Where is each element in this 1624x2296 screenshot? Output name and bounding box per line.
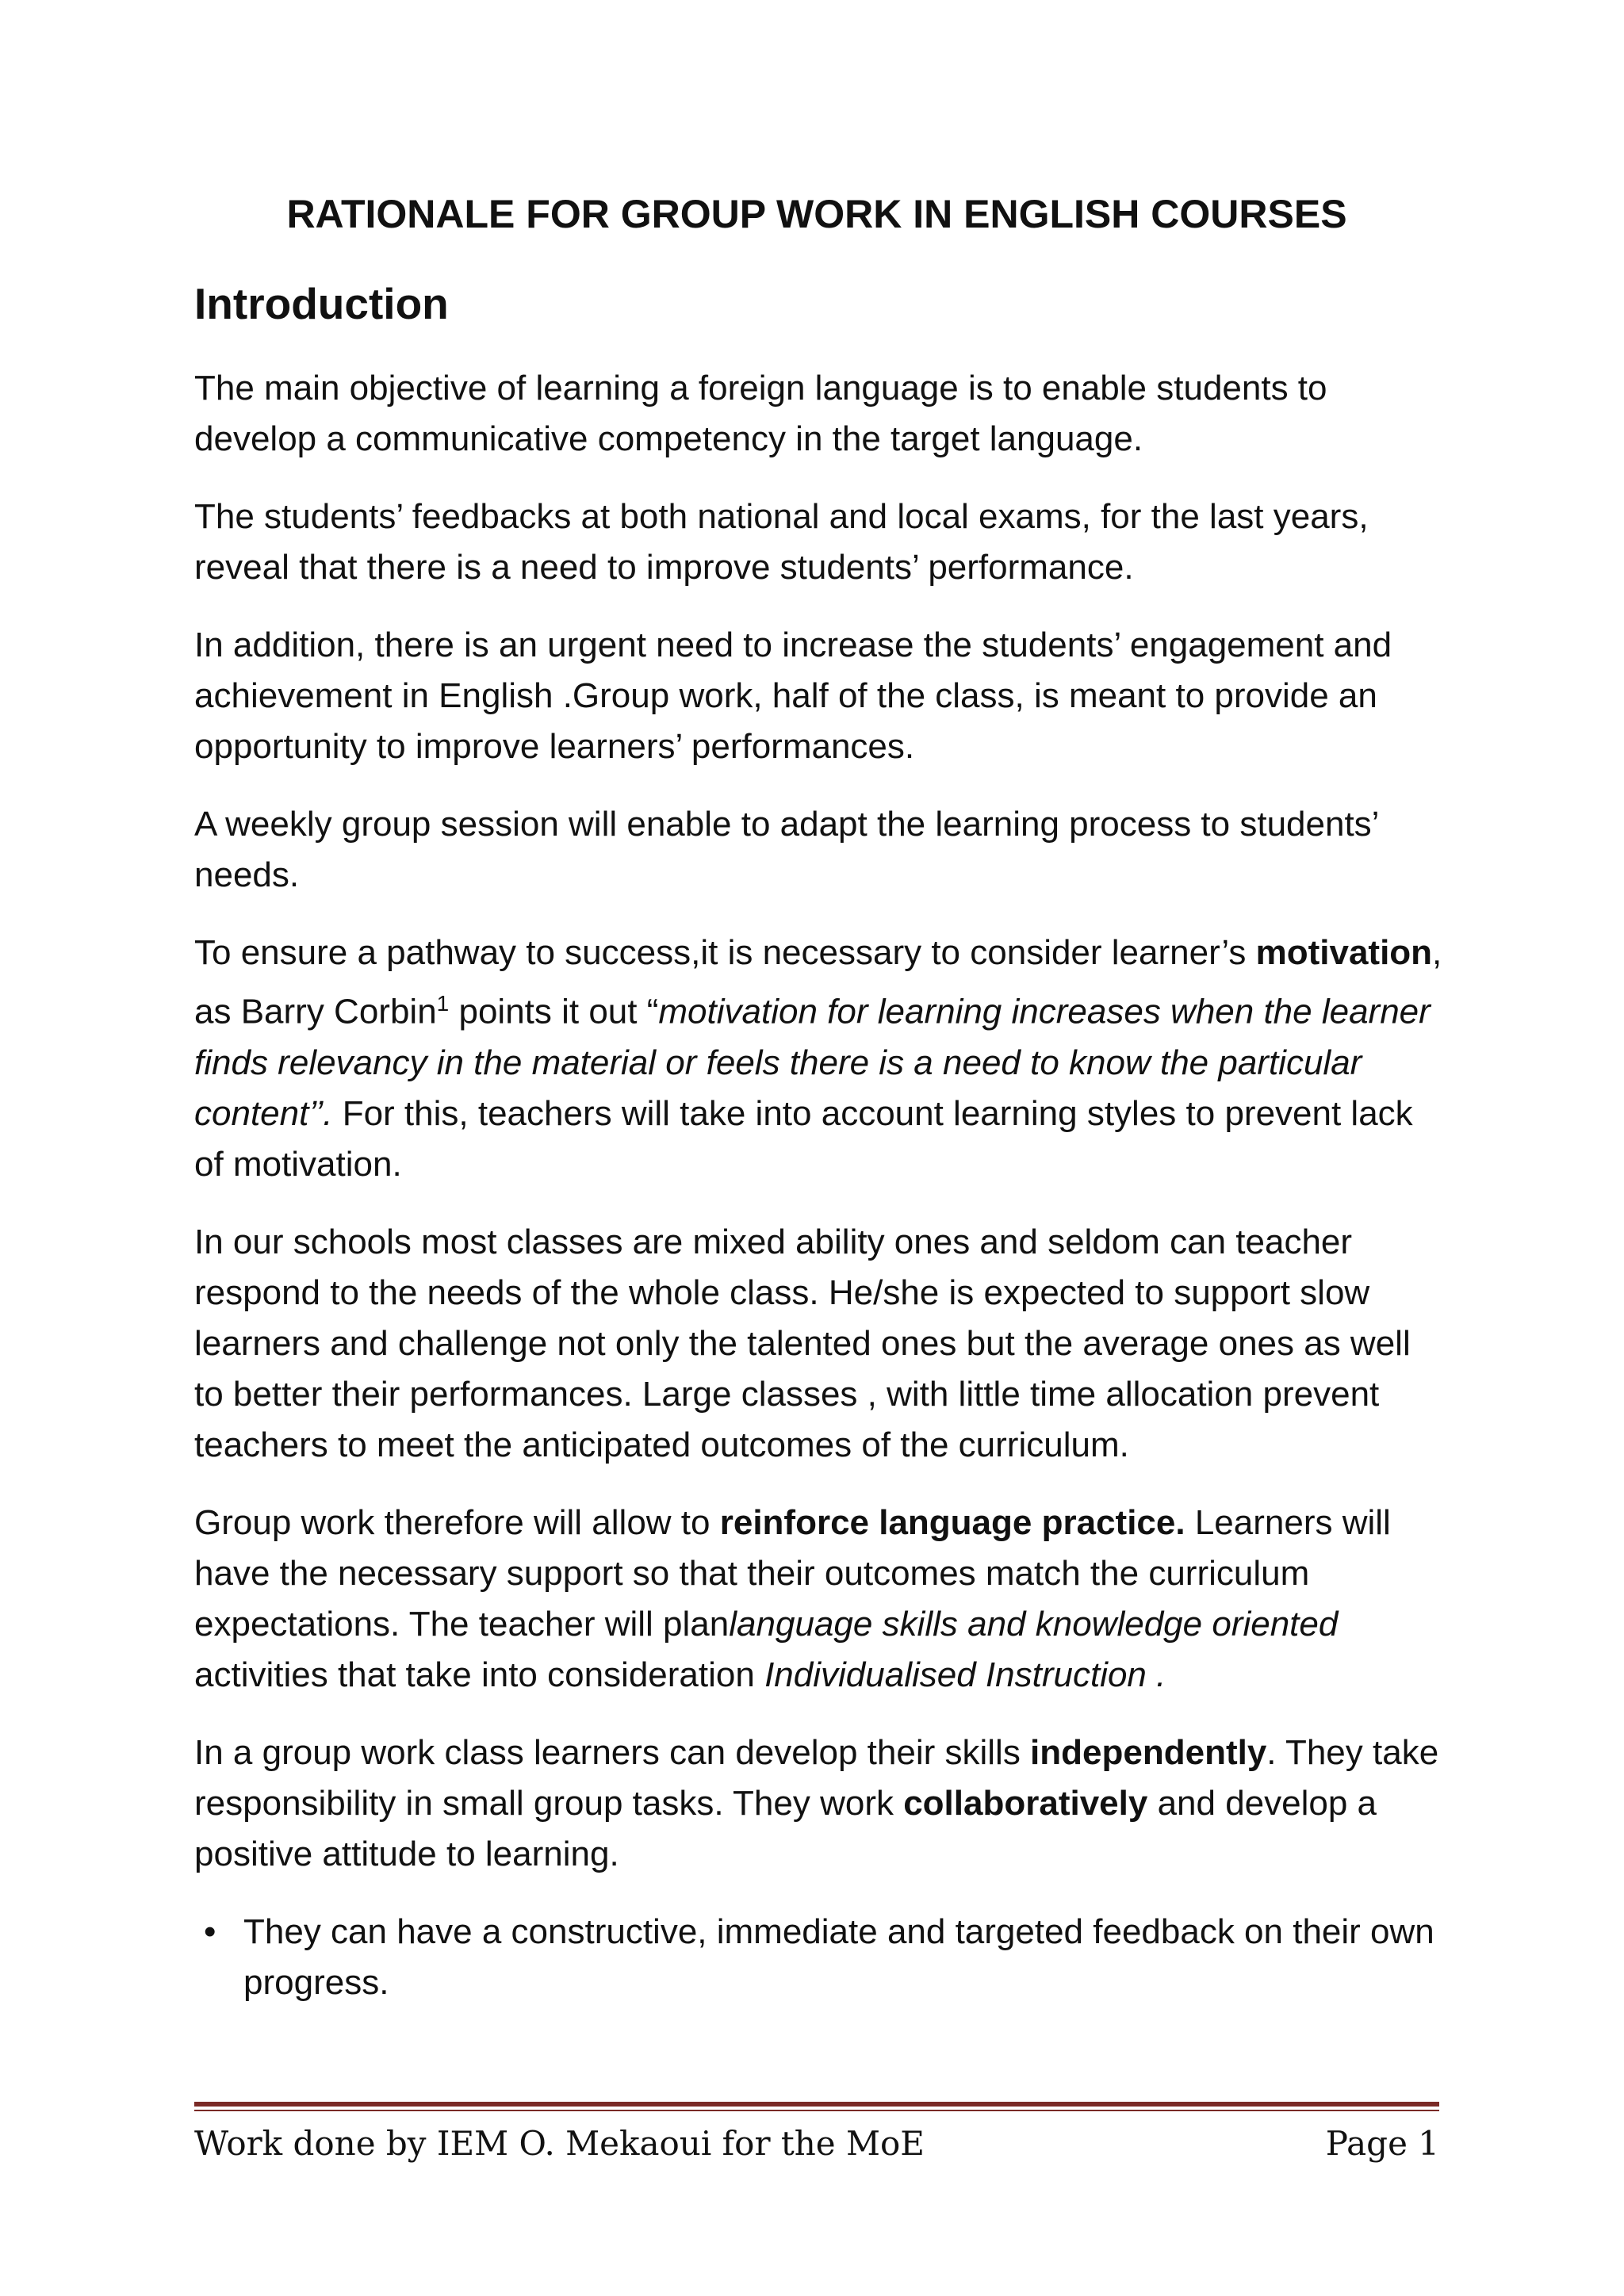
bold-reinforce-practice: reinforce language practice. xyxy=(719,1502,1185,1542)
footer-divider-thick xyxy=(194,2102,1439,2107)
text-run: In a group work class learners can develop their skills xyxy=(194,1732,1031,1772)
text-run: To ensure a pathway to success,it is necessary to consider learner’s xyxy=(194,933,1256,972)
text-run: For this, teachers will take into account learning styles to prevent lack of motivation. xyxy=(194,1093,1413,1184)
text-run: points it out “ xyxy=(449,992,659,1031)
list-item xyxy=(204,1907,1447,2008)
bold-independently: independently xyxy=(1030,1732,1267,1772)
document-title: RATIONALE FOR GROUP WORK IN ENGLISH COURSES xyxy=(286,192,1347,236)
section-heading-introduction: Introduction xyxy=(194,279,449,328)
italic-quote: motivation for learning increases when the learner finds relevancy in the material or feels there is a need to know the particular content’’. xyxy=(194,992,1431,1133)
text-run: . They take responsibility in small group tasks. They work xyxy=(194,1732,1439,1823)
text-run: activities that take into consideration xyxy=(194,1655,765,1694)
bold-motivation: motivation xyxy=(1255,933,1433,972)
document-body xyxy=(194,363,1447,2008)
italic-skills-oriented: language skills and knowledge oriented xyxy=(729,1604,1339,1644)
paragraph-feedbacks: The students’ feedbacks at both national and local exams, for the last years, reveal that there is a need to improve students’ performance. xyxy=(194,497,1369,587)
paragraph-language-practice xyxy=(194,1498,1447,1701)
paragraph-engagement: In addition, there is an urgent need to increase the students’ engagement and achievement in English .Group work, half of the class, is meant to provide an opportunity to improve learners’ performances. xyxy=(194,626,1392,766)
bullet-icon: • xyxy=(204,1911,216,1951)
footer-credit: Work done by IEM O. Mekaoui for the MoE xyxy=(194,2124,925,2163)
page-number: Page 1 xyxy=(1325,2124,1439,2163)
text-run: and develop a positive attitude to learning. xyxy=(194,1783,1377,1873)
bullet-list xyxy=(194,1907,1447,2008)
paragraph-weekly-session: A weekly group session will enable to adapt the learning process to students’ needs. xyxy=(194,805,1378,894)
text-run: Learners will have the necessary support so that their outcomes match the curriculum expectations. The teacher will plan xyxy=(194,1502,1391,1644)
paragraph-mixed-ability: In our schools most classes are mixed ability ones and seldom can teacher respond to the needs of the whole class. He/she is expected to support slow learners and challenge not only the talented ones but the average ones as well to better their performances. Large classes , with little time allocation prevent teachers to meet the anticipated outcomes of the curriculum. xyxy=(194,1222,1411,1464)
italic-individualised-instruction: Individualised Instruction . xyxy=(764,1655,1166,1694)
document-page xyxy=(194,0,1442,2296)
footnote-reference[interactable]: 1 xyxy=(436,991,450,1016)
text-run: Group work therefore will allow to xyxy=(194,1502,720,1542)
bold-collaboratively: collaboratively xyxy=(903,1783,1148,1823)
footer-divider-thin xyxy=(194,2110,1439,2111)
text-run: , as Barry Corbin xyxy=(194,933,1442,1031)
paragraph-motivation xyxy=(194,928,1447,1190)
paragraph-objective: The main objective of learning a foreign language is to enable students to develop a communicative competency in the target language. xyxy=(194,369,1327,458)
bullet-text: They can have a constructive, immediate and targeted feedback on their own progress. xyxy=(243,1911,1434,2002)
paragraph-independence xyxy=(194,1728,1447,1880)
